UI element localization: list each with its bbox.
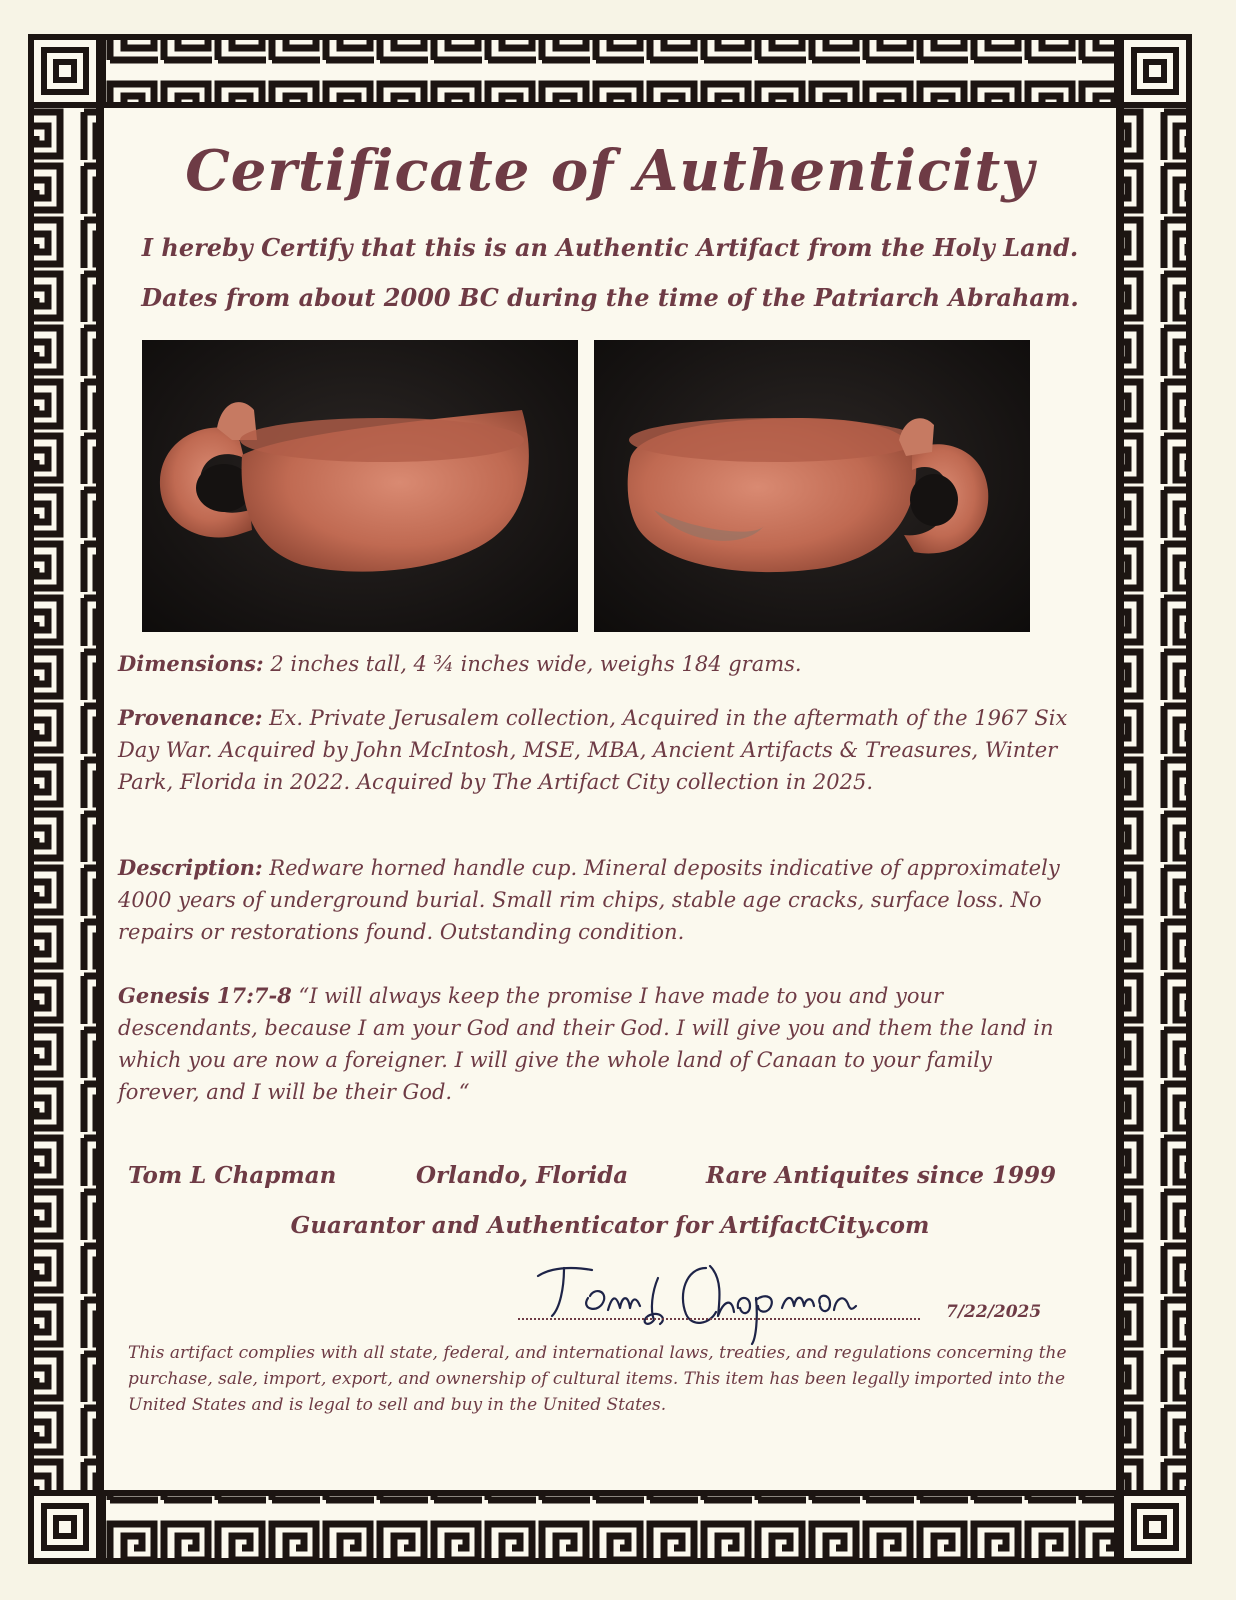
certificate-title: Certificate of Authenticity xyxy=(185,138,1035,204)
legal-notice: This artifact complies with all state, federal, and international laws, treaties, and regulations concerning the purchase, sale, import, export, and ownership of cultural items. This item has been legally imported into the United States and is legal to sell and buy in the United States. xyxy=(128,1343,1067,1415)
signature-line xyxy=(518,1318,920,1320)
provenance-paragraph xyxy=(118,702,1078,798)
signer-role: Guarantor and Authenticator for ArtifactCity.com xyxy=(290,1212,930,1239)
artifact-photo-left xyxy=(142,340,578,632)
provenance-label: Provenance: xyxy=(118,705,263,730)
dimensions-paragraph xyxy=(118,648,1078,680)
scripture-paragraph xyxy=(118,980,1078,1108)
signer-business: Rare Antiquites since 1999 xyxy=(706,1162,1057,1189)
dimensions-text: 2 inches tall, 4 ¾ inches wide, weighs 184 grams. xyxy=(263,652,802,676)
description-label: Description: xyxy=(118,855,263,880)
signer-location: Orlando, Florida xyxy=(416,1162,629,1189)
signature-date: 7/22/2025 xyxy=(946,1302,1042,1322)
scripture-label: Genesis 17:7-8 xyxy=(118,983,292,1008)
artifact-photo-right xyxy=(594,340,1030,632)
dimensions-label: Dimensions: xyxy=(118,651,264,676)
description-text: Redware horned handle cup. Mineral deposits indicative of approximately 4000 years of underground burial. Small rim chips, stable age cracks, surface loss. No repairs or restorations found. Outstanding condition. xyxy=(118,856,1060,944)
provenance-text: Ex. Private Jerusalem collection, Acquired in the aftermath of the 1967 Six Day War. Acquired by John McIntosh, MSE, MBA, Ancient Artifacts & Treasures, Winter Park, Florida in 2022. Acquired by The Artifact City collection in 2025. xyxy=(118,706,1068,794)
scripture-text: “I will always keep the promise I have made to you and your descendants, because I am your God and their God. I will give you and them the land in which you are now a foreigner. I will give the whole land of Canaan to your family forever, and I will be their God. “ xyxy=(118,984,1054,1104)
description-paragraph xyxy=(118,852,1078,948)
signer-name: Tom L Chapman xyxy=(128,1162,337,1189)
date-statement: Dates from about 2000 BC during the time of the Patriarch Abraham. xyxy=(141,283,1079,312)
certify-statement: I hereby Certify that this is an Authentic Artifact from the Holy Land. xyxy=(141,233,1079,262)
handwritten-signature xyxy=(530,1238,890,1348)
